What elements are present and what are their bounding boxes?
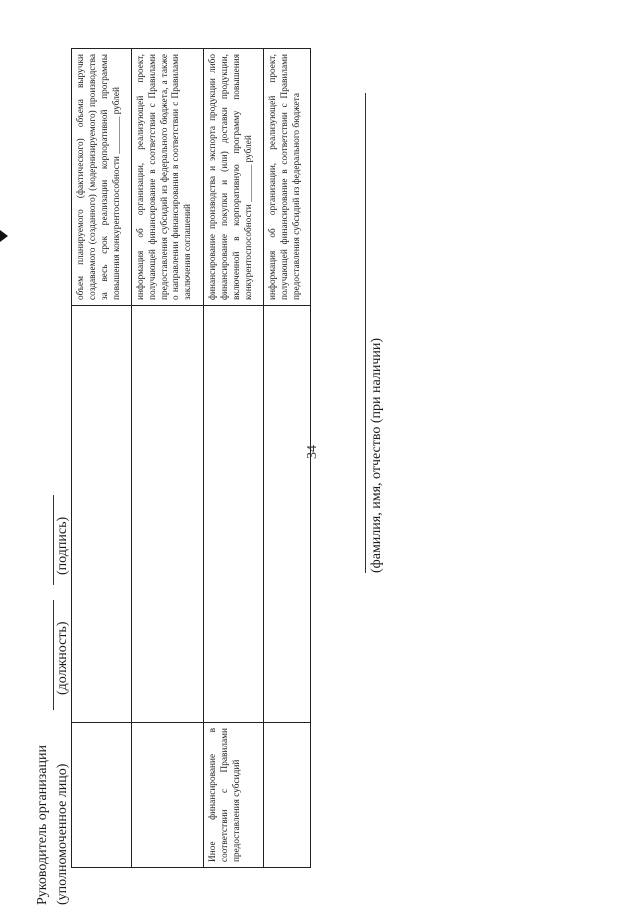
table-cell-col1 bbox=[263, 723, 310, 868]
signature-label: (подпись) bbox=[55, 516, 70, 575]
position-line bbox=[53, 600, 54, 710]
table-row bbox=[263, 49, 310, 868]
table-cell-col1 bbox=[131, 723, 203, 868]
name-block bbox=[365, 93, 405, 573]
table-cell-col2 bbox=[204, 306, 264, 723]
table-cell-col3: финансирование производства и экспорта продукции либо финансирование покупки и (или) доставки продукции, включенной в корпоративную программу повышения конкурентоспособности ________ рублей bbox=[204, 49, 264, 306]
subsidy-table bbox=[71, 48, 311, 868]
table-cell-col2 bbox=[263, 306, 310, 723]
name-label: (фамилия, имя, отчество (при наличии) bbox=[369, 337, 384, 573]
position-label: (должность) bbox=[55, 621, 70, 695]
page-number: 34 bbox=[305, 445, 320, 459]
signature-block bbox=[35, 405, 99, 905]
table-cell-col3: объем планируемого (фактического) объема выручки создаваемого (созданного) (модернизируемого) производства за весь срок реализации корпоративной программы повышения конкурентоспособности ________ рублей bbox=[72, 49, 132, 306]
table-row bbox=[131, 49, 203, 868]
signature-line bbox=[53, 495, 54, 585]
table-cell-col2 bbox=[131, 306, 203, 723]
table-cell-col3: информация об организации, реализующей проект, получающей финансирование в соответствии с Правилами предоставления субсидий из федерального бюджета, а также о направлении финансирования в соответствии с Правилами заключения соглашений bbox=[131, 49, 203, 306]
head-label: Руководитель организации bbox=[35, 745, 50, 905]
table-cell-col3: информация об организации, реализующей проект, получающей финансирование в соответствии с Правилами предоставления субсидий из федерального бюджета bbox=[263, 49, 310, 306]
authorized-label: (уполномоченное лицо) bbox=[55, 763, 70, 905]
table-row bbox=[204, 49, 264, 868]
rotated-table-wrapper bbox=[71, 48, 311, 868]
table-cell-col1: Иное финансирование в соответствии с Правилами предоставления субсидий bbox=[204, 723, 264, 868]
scan-edge-mark bbox=[0, 230, 8, 242]
name-line bbox=[365, 93, 366, 573]
